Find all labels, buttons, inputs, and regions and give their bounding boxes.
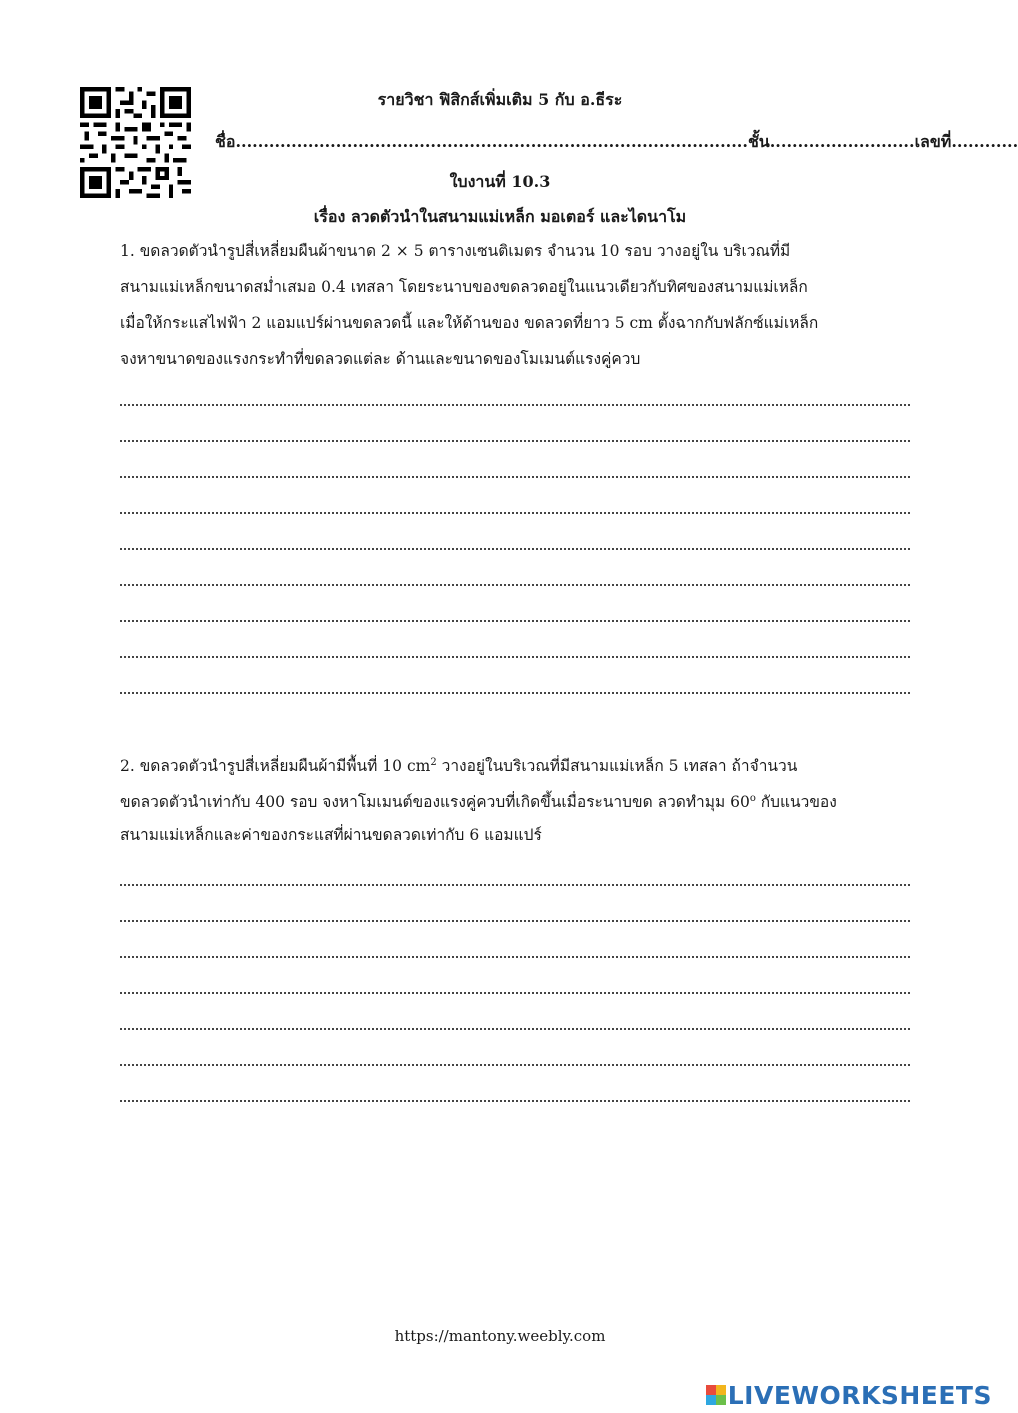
liveworksheets-logo <box>706 1380 992 1410</box>
footer-url: https://mantony.weebly.com <box>394 1327 606 1345</box>
answer-line[interactable] <box>120 922 910 958</box>
number-field[interactable]: ............ <box>951 132 1018 151</box>
answer-line[interactable] <box>120 370 910 406</box>
answer-line[interactable] <box>120 658 910 694</box>
question-2-line: สนามแม่เหล็กและค่าของกระแสที่ผ่านขดลวดเท่ากับ 6 แอมแปร์ <box>120 826 542 844</box>
question-2-line: ขดลวดตัวนำเท่ากับ 400 รอบ จงหาโมเมนต์ของแรงคู่ควบที่เกิดขึ้นเมื่อระนาบขด ลวดทำมุม 60$^o$ กับแนวของ <box>120 793 837 812</box>
worksheet-number: ใบงานที่ 10.3 <box>449 172 551 191</box>
class-label: ชั้น <box>747 132 770 151</box>
answer-line[interactable] <box>120 958 910 994</box>
name-label: ชื่อ <box>215 132 236 151</box>
answer-line[interactable] <box>120 586 910 622</box>
question-1-line: เมื่อให้กระแสไฟฟ้า 2 แอมแปร์ผ่านขดลวดนี้ และให้ด้านของ ขดลวดที่ยาว 5 cm ตั้งฉากกับฟลักซ์แม่เหล็ก <box>120 314 819 332</box>
question-1 <box>120 233 910 377</box>
answer-line[interactable] <box>120 406 910 442</box>
answer-line[interactable] <box>120 1030 910 1066</box>
answer-line[interactable] <box>120 442 910 478</box>
answer-line[interactable] <box>120 478 910 514</box>
question-2-answer-area <box>120 850 910 1102</box>
student-info-line <box>215 130 1018 155</box>
question-1-line: สนามแม่เหล็กขนาดสม่ำเสมอ 0.4 เทสลา โดยระนาบของขดลวดอยู่ในแนวเดียวกับทิศของสนามแม่เหล็ก <box>120 278 808 296</box>
question-1-line: 1. ขดลวดตัวนำรูปสี่เหลี่ยมผืนผ้าขนาด 2 × 5 ตารางเซนติเมตร จำนวน 10 รอบ วางอยู่ใน บริเวณที่มี <box>120 242 791 260</box>
question-1-line: จงหาขนาดของแรงกระทำที่ขดลวดแต่ละ ด้านและขนาดของโมเมนต์แรงคู่ควบ <box>120 350 641 368</box>
subject-title: รายวิชา ฟิสิกส์เพิ่มเติม 5 กับ อ.ธีระ <box>377 90 623 109</box>
name-field[interactable]: ............................................................................................ <box>235 132 748 151</box>
answer-line[interactable] <box>120 550 910 586</box>
worksheet-topic: เรื่อง ลวดตัวนำในสนามแม่เหล็ก มอเตอร์ และไดนาโม <box>313 207 687 226</box>
question-1-answer-area <box>120 370 910 694</box>
liveworksheets-logo-icon <box>706 1385 726 1405</box>
answer-line[interactable] <box>120 850 910 886</box>
question-2 <box>120 745 910 853</box>
answer-line[interactable] <box>120 994 910 1030</box>
answer-line[interactable] <box>120 622 910 658</box>
answer-line[interactable] <box>120 514 910 550</box>
liveworksheets-wordmark: LIVEWORKSHEETS <box>727 1380 992 1410</box>
class-field[interactable]: .......................... <box>769 132 915 151</box>
question-2-line: 2. ขดลวดตัวนำรูปสี่เหลี่ยมผืนผ้ามีพื้นที่ 10 $cm^2$ วางอยู่ในบริเวณที่มีสนามแม่เหล็ก 5 เทสลา ถ้าจำนวน <box>120 757 798 776</box>
answer-line[interactable] <box>120 1066 910 1102</box>
number-label: เลขที่ <box>914 132 952 151</box>
answer-line[interactable] <box>120 886 910 922</box>
